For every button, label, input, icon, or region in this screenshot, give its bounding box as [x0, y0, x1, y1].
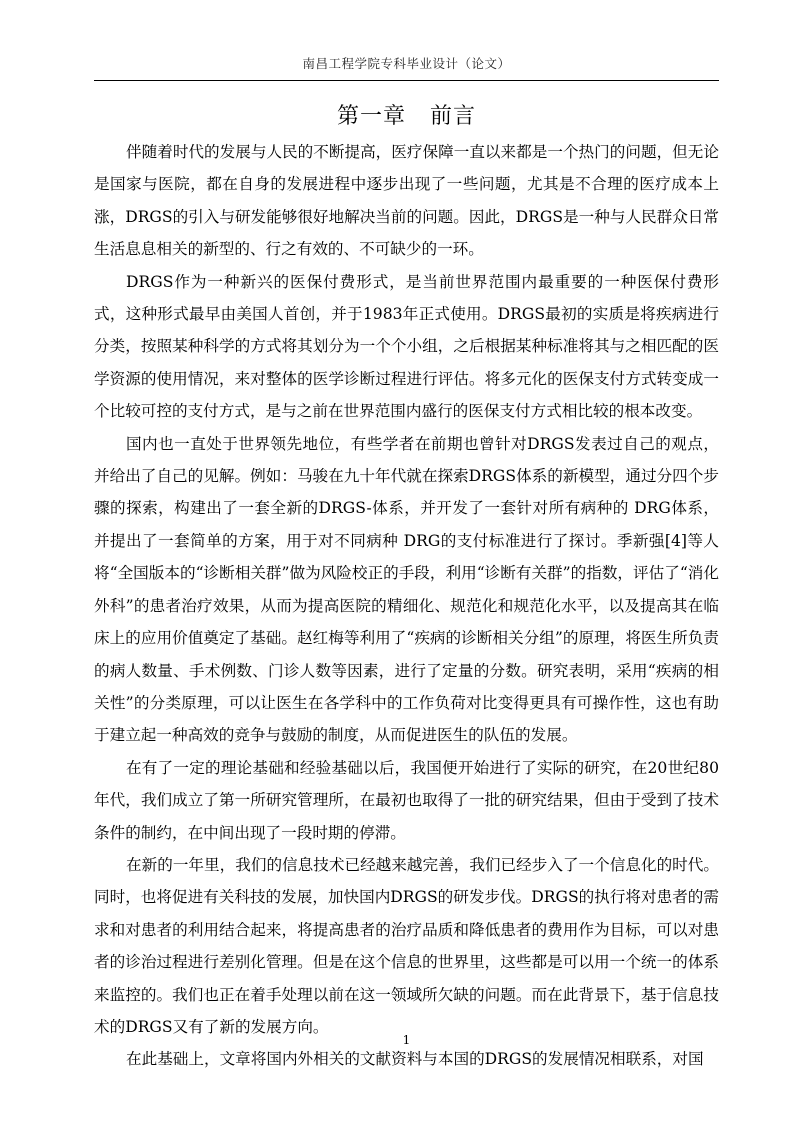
paragraph: 在新的一年里，我们的信息技术已经越来越完善，我们已经步入了一个信息化的时代。同时，也将促进有关科技的发展，加快国内DRGS的研发步伐。DRGS的执行将对患者的需求和对患者的利用结合起来，将提高患者的治疗品质和降低患者的费用作为目标，可以对患者的诊治过程进行差别化管理。但是在这个信息的世界里，这些都是可以用一个统一的体系来监控的。我们也正在着手处理以前在这一领域所欠缺的问题。而在此背景下，基于信息技术的DRGS又有了新的发展方向。	[94, 855, 719, 1036]
page-number: 1	[402, 1033, 411, 1047]
paragraph: 在此基础上，文章将国内外相关的文献资料与本国的DRGS的发展情况相联系，对国	[126, 1050, 704, 1069]
running-header: 南昌工程学院专科毕业设计（论文）	[302, 56, 511, 71]
paragraph: 国内也一直处于世界领先地位，有些学者在前期也曾针对DRGS发表过自己的观点，并给出了自己的见解。例如：马骏在九十年代就在探索DRGS体系的新模型，通过分四个步骤的探索，构建出了一套全新的DRGS-体系，并开发了一套针对所有病种的 DRG体系，并提出了一套简单的方案，用于对不同病种 DRG的支付标准进行了探讨。季新强[4]等人将“全国版本的“诊断相关群”做为风险校正的手段，利用“诊断有关群”的指数，评估了“消化外科”的患者治疗效果，从而为提高医院的精细化、规范化和规范化水平，以及提高其在临床上的应用价值奠定了基础。赵红梅等利用了“疾病的诊断相关分组”的原理，将医生所负责的病人数量、手术例数、门诊人数等因素，进行了定量的分数。研究表明，采用“疾病的相关性”的分类原理，可以让医生在各学科中的工作负荷对比变得更具有可操作性，这也有助于建立起一种高效的竞争与鼓励的制度，从而促进医生的队伍的发展。	[94, 434, 719, 745]
chapter-heading	[94, 99, 719, 130]
header-divider	[94, 80, 719, 81]
chapter-number: 第一章	[336, 104, 406, 129]
chapter-title: 前言	[430, 104, 477, 129]
paragraph: 在有了一定的理论基础和经验基础以后，我国便开始进行了实际的研究，在20世纪80年代，我们成立了第一所研究管理所，在最初也取得了一批的研究结果，但由于受到了技术条件的制约，在中间出现了一段时期的停滞。	[94, 758, 719, 842]
body-text	[94, 136, 719, 1076]
paragraph: 伴随着时代的发展与人民的不断提高，医疗保障一直以来都是一个热门的问题，但无论是国家与医院，都在自身的发展进程中逐步出现了一些问题，尤其是不合理的医疗成本上涨，DRGS的引入与研发能够很好地解决当前的问题。因此，DRGS是一种与人民群众日常生活息息相关的新型的、行之有效的、不可缺少的一环。	[94, 143, 719, 259]
paragraph: DRGS作为一种新兴的医保付费形式，是当前世界范围内最重要的一种医保付费形式，这种形式最早由美国人首创，并于1983年正式使用。DRGS最初的实质是将疾病进行分类，按照某种科学的方式将其划分为一个个小组，之后根据某种标准将其与之相匹配的医学资源的使用情况，来对整体的医学诊断过程进行评估。将多元化的医保支付方式转变成一个比较可控的支付方式，是与之前在世界范围内盛行的医保支付方式相比较的根本改变。	[94, 272, 719, 421]
